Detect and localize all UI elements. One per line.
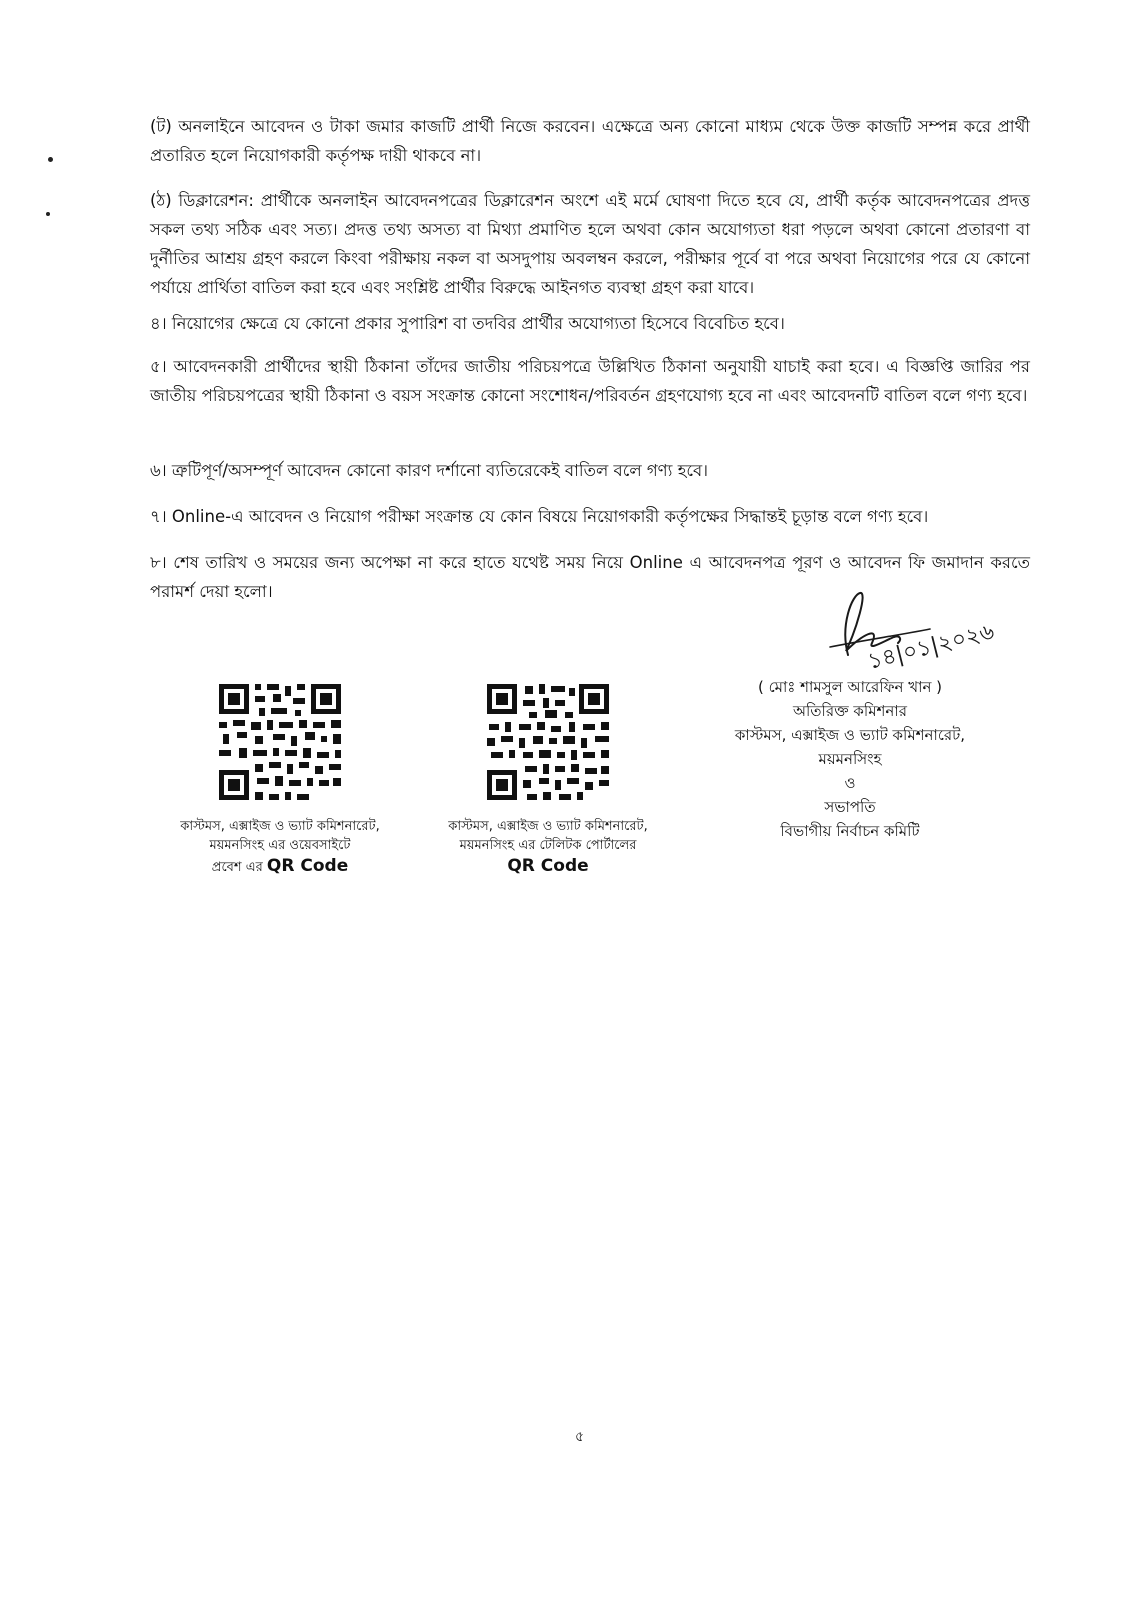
signatory-designation: অতিরিক্ত কমিশনার bbox=[793, 702, 907, 720]
qr-caption-line: ময়মনসিংহ এর টেলিটক পোর্টালের bbox=[459, 838, 637, 853]
signatory-city: ময়মনসিংহ bbox=[818, 750, 882, 768]
signatory-name: ( মোঃ শামসুল আরেফিন খান ) bbox=[757, 678, 943, 696]
paragraph-ta: (ট) অনলাইনে আবেদন ও টাকা জমার কাজটি প্রার্থী নিজে করবেন। এক্ষেত্রে অন্য কোনো মাধ্যম থেকে উক্ত কাজটি সম্পন্ন করে প্রার্থী প্রতারিত হলে নিয়োগকারী কর্তৃপক্ষ দায়ী থাকবে না। bbox=[150, 117, 1030, 165]
margin-mark bbox=[48, 157, 53, 162]
paragraph-8: ৮। শেষ তারিখ ও সময়ের জন্য অপেক্ষা না করে হাতে যথেষ্ট সময় নিয়ে Online এ আবেদনপত্র পূরণ ও আবেদন ফি জমাদান করতে পরামর্শ দেয়া হলো। bbox=[150, 553, 1030, 601]
qr-block-website bbox=[160, 680, 400, 877]
qr-code-image[interactable] bbox=[215, 680, 345, 805]
qr-caption-line: কাস্টমস, এক্সাইজ ও ভ্যাট কমিশনারেট, bbox=[180, 819, 380, 834]
paragraph-7: ৭। Online-এ আবেদন ও নিয়োগ পরীক্ষা সংক্রান্ত যে কোন বিষয়ে নিয়োগকারী কর্তৃপক্ষের সিদ্ধান্তই চূড়ান্ত বলে গণ্য হবে। bbox=[150, 507, 929, 526]
signatory-committee: বিভাগীয় নির্বাচন কমিটি bbox=[780, 822, 920, 840]
signatory-office: কাস্টমস, এক্সাইজ ও ভ্যাট কমিশনারেট, bbox=[734, 726, 966, 744]
signatory-block bbox=[700, 675, 1000, 843]
qr-caption-line: প্রবেশ এর bbox=[211, 860, 263, 875]
qr-block-teletalk bbox=[428, 680, 668, 877]
paragraph-tha: (ঠ) ডিক্লারেশন: প্রার্থীকে অনলাইন আবেদনপত্রের ডিক্লারেশন অংশে এই মর্মে ঘোষণা দিতে হবে যে, প্রার্থী কর্তৃক আবেদনপত্রের প্রদত্ত সকল তথ্য সঠিক এবং সত্য। প্রদত্ত তথ্য অসত্য বা মিথ্যা প্রমাণিত হলে অথবা কোন অযোগ্যতা ধরা পড়লে অথবা কোনো প্রতারণা বা দুর্নীতির আশ্রয় গ্রহণ করলে কিংবা পরীক্ষায় নকল বা অসদুপায় অবলম্বন করলে, পরীক্ষার পূর্বে বা পরে অথবা নিয়োগের পরে যে কোনো পর্যায়ে প্রার্থিতা বাতিল করা হবে এবং সংশ্লিষ্ট প্রার্থীর বিরুদ্ধে আইনগত ব্যবস্থা গ্রহণ করা যাবে। bbox=[150, 191, 1030, 297]
qr-caption-code: QR Code bbox=[266, 856, 349, 876]
qr-caption-line: কাস্টমস, এক্সাইজ ও ভ্যাট কমিশনারেট, bbox=[448, 819, 648, 834]
qr-caption-line: ময়মনসিংহ এর ওয়েবসাইটে bbox=[209, 838, 351, 853]
qr-caption-code: QR Code bbox=[507, 856, 589, 876]
signatory-conjunction: ও bbox=[844, 774, 856, 792]
page-number: ৫ bbox=[575, 1429, 585, 1445]
handwritten-signature bbox=[810, 585, 1020, 675]
margin-mark bbox=[46, 212, 50, 216]
signature-date: ১৪|০১|২০২৬ bbox=[865, 619, 997, 675]
qr-code-image[interactable] bbox=[483, 680, 613, 805]
paragraph-6: ৬। ত্রুটিপূর্ণ/অসম্পূর্ণ আবেদন কোনো কারণ দর্শানো ব্যতিরেকেই বাতিল বলে গণ্য হবে। bbox=[150, 461, 709, 480]
paragraph-4: ৪। নিয়োগের ক্ষেত্রে যে কোনো প্রকার সুপারিশ বা তদবির প্রার্থীর অযোগ্যতা হিসেবে বিবেচিত হবে। bbox=[150, 314, 785, 333]
paragraph-5: ৫। আবেদনকারী প্রার্থীদের স্থায়ী ঠিকানা তাঁদের জাতীয় পরিচয়পত্রে উল্লিখিত ঠিকানা অনুযায়ী যাচাই করা হবে। এ বিজ্ঞপ্তি জারির পর জাতীয় পরিচয়পত্রের স্থায়ী ঠিকানা ও বয়স সংক্রান্ত কোনো সংশোধন/পরিবর্তন গ্রহণযোগ্য হবে না এবং আবেদনটি বাতিল বলে গণ্য হবে। bbox=[150, 357, 1030, 405]
signatory-role: সভাপতি bbox=[824, 798, 876, 816]
